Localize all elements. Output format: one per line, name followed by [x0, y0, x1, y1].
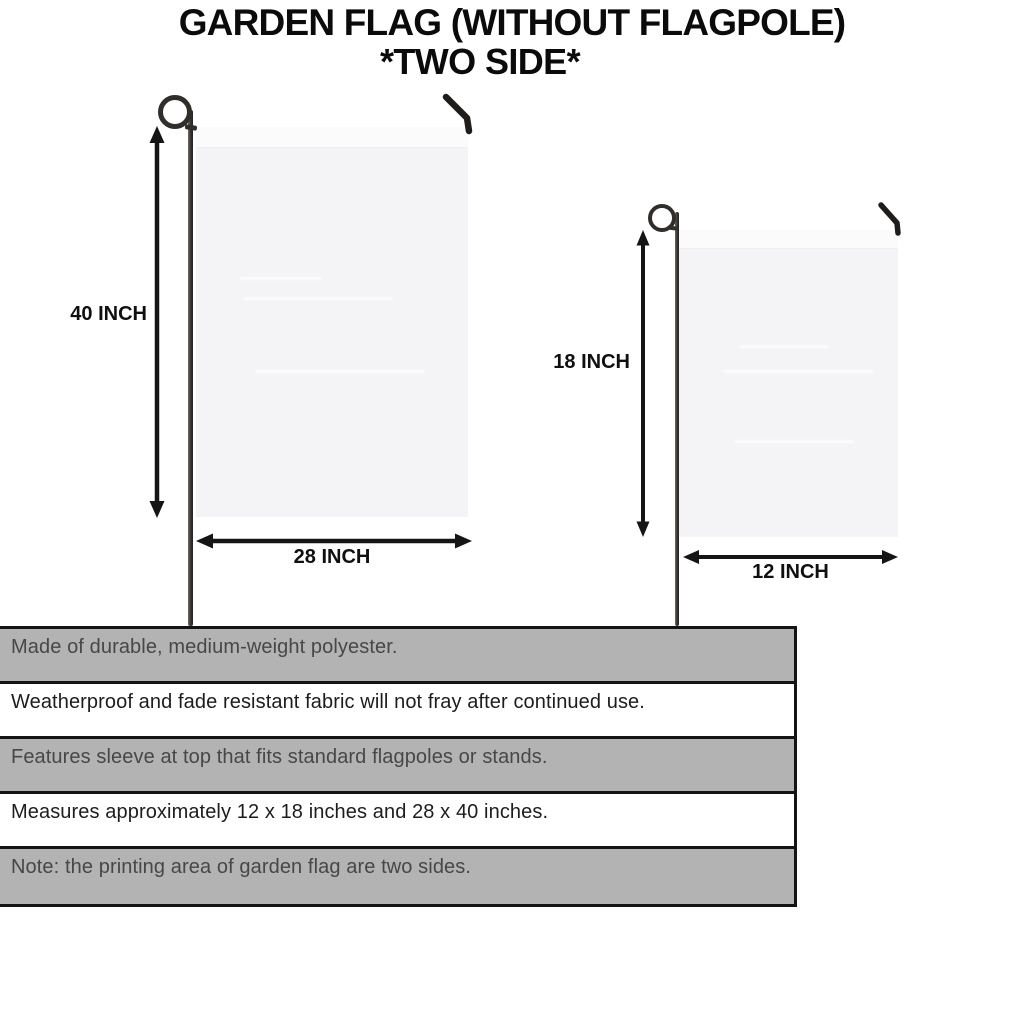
fold-mark	[724, 370, 874, 373]
feature-text: Measures approximately 12 x 18 inches and 28 x 40 inches.	[11, 801, 549, 823]
feature-row	[0, 684, 794, 739]
fold-mark	[240, 277, 322, 280]
feature-row	[0, 794, 794, 849]
feature-row	[0, 739, 794, 794]
small-flag-sleeve	[679, 230, 898, 249]
features-table	[0, 626, 797, 907]
page-title-line2: *TWO SIDE*	[379, 40, 581, 82]
large-flag-sleeve	[196, 127, 468, 148]
feature-row	[0, 629, 794, 684]
fold-mark	[734, 440, 854, 443]
fold-mark	[243, 297, 393, 300]
feature-text: Features sleeve at top that fits standard flagpoles or stands.	[11, 746, 548, 768]
large-flag-height-label: 40 INCH	[70, 303, 147, 325]
large-flag-width-label: 28 INCH	[293, 546, 371, 568]
feature-text: Made of durable, medium-weight polyester.	[11, 636, 398, 658]
small-flag-height-arrow	[637, 230, 650, 537]
large-flag-pole	[188, 110, 193, 626]
fold-mark	[255, 370, 425, 373]
pole-hook-icon	[440, 90, 484, 142]
large-flag-height-arrow	[150, 126, 165, 518]
small-flag-body	[679, 230, 898, 537]
feature-text: Weatherproof and fade resistant fabric will not fray after continued use.	[11, 691, 645, 713]
pole-loop-end	[185, 124, 198, 131]
feature-text: Note: the printing area of garden flag are two sides.	[11, 856, 472, 878]
small-flag-width-label: 12 INCH	[752, 561, 829, 583]
feature-row	[0, 849, 794, 904]
page-title	[0, 3, 1024, 82]
small-flag-height-label: 18 INCH	[553, 351, 630, 373]
large-flag-body	[196, 127, 468, 517]
page-title-line1: GARDEN FLAG (WITHOUT FLAGPOLE)	[178, 2, 846, 43]
fold-mark	[739, 345, 829, 348]
pole-hook-icon	[876, 199, 910, 241]
small-flag-pole	[675, 212, 679, 626]
